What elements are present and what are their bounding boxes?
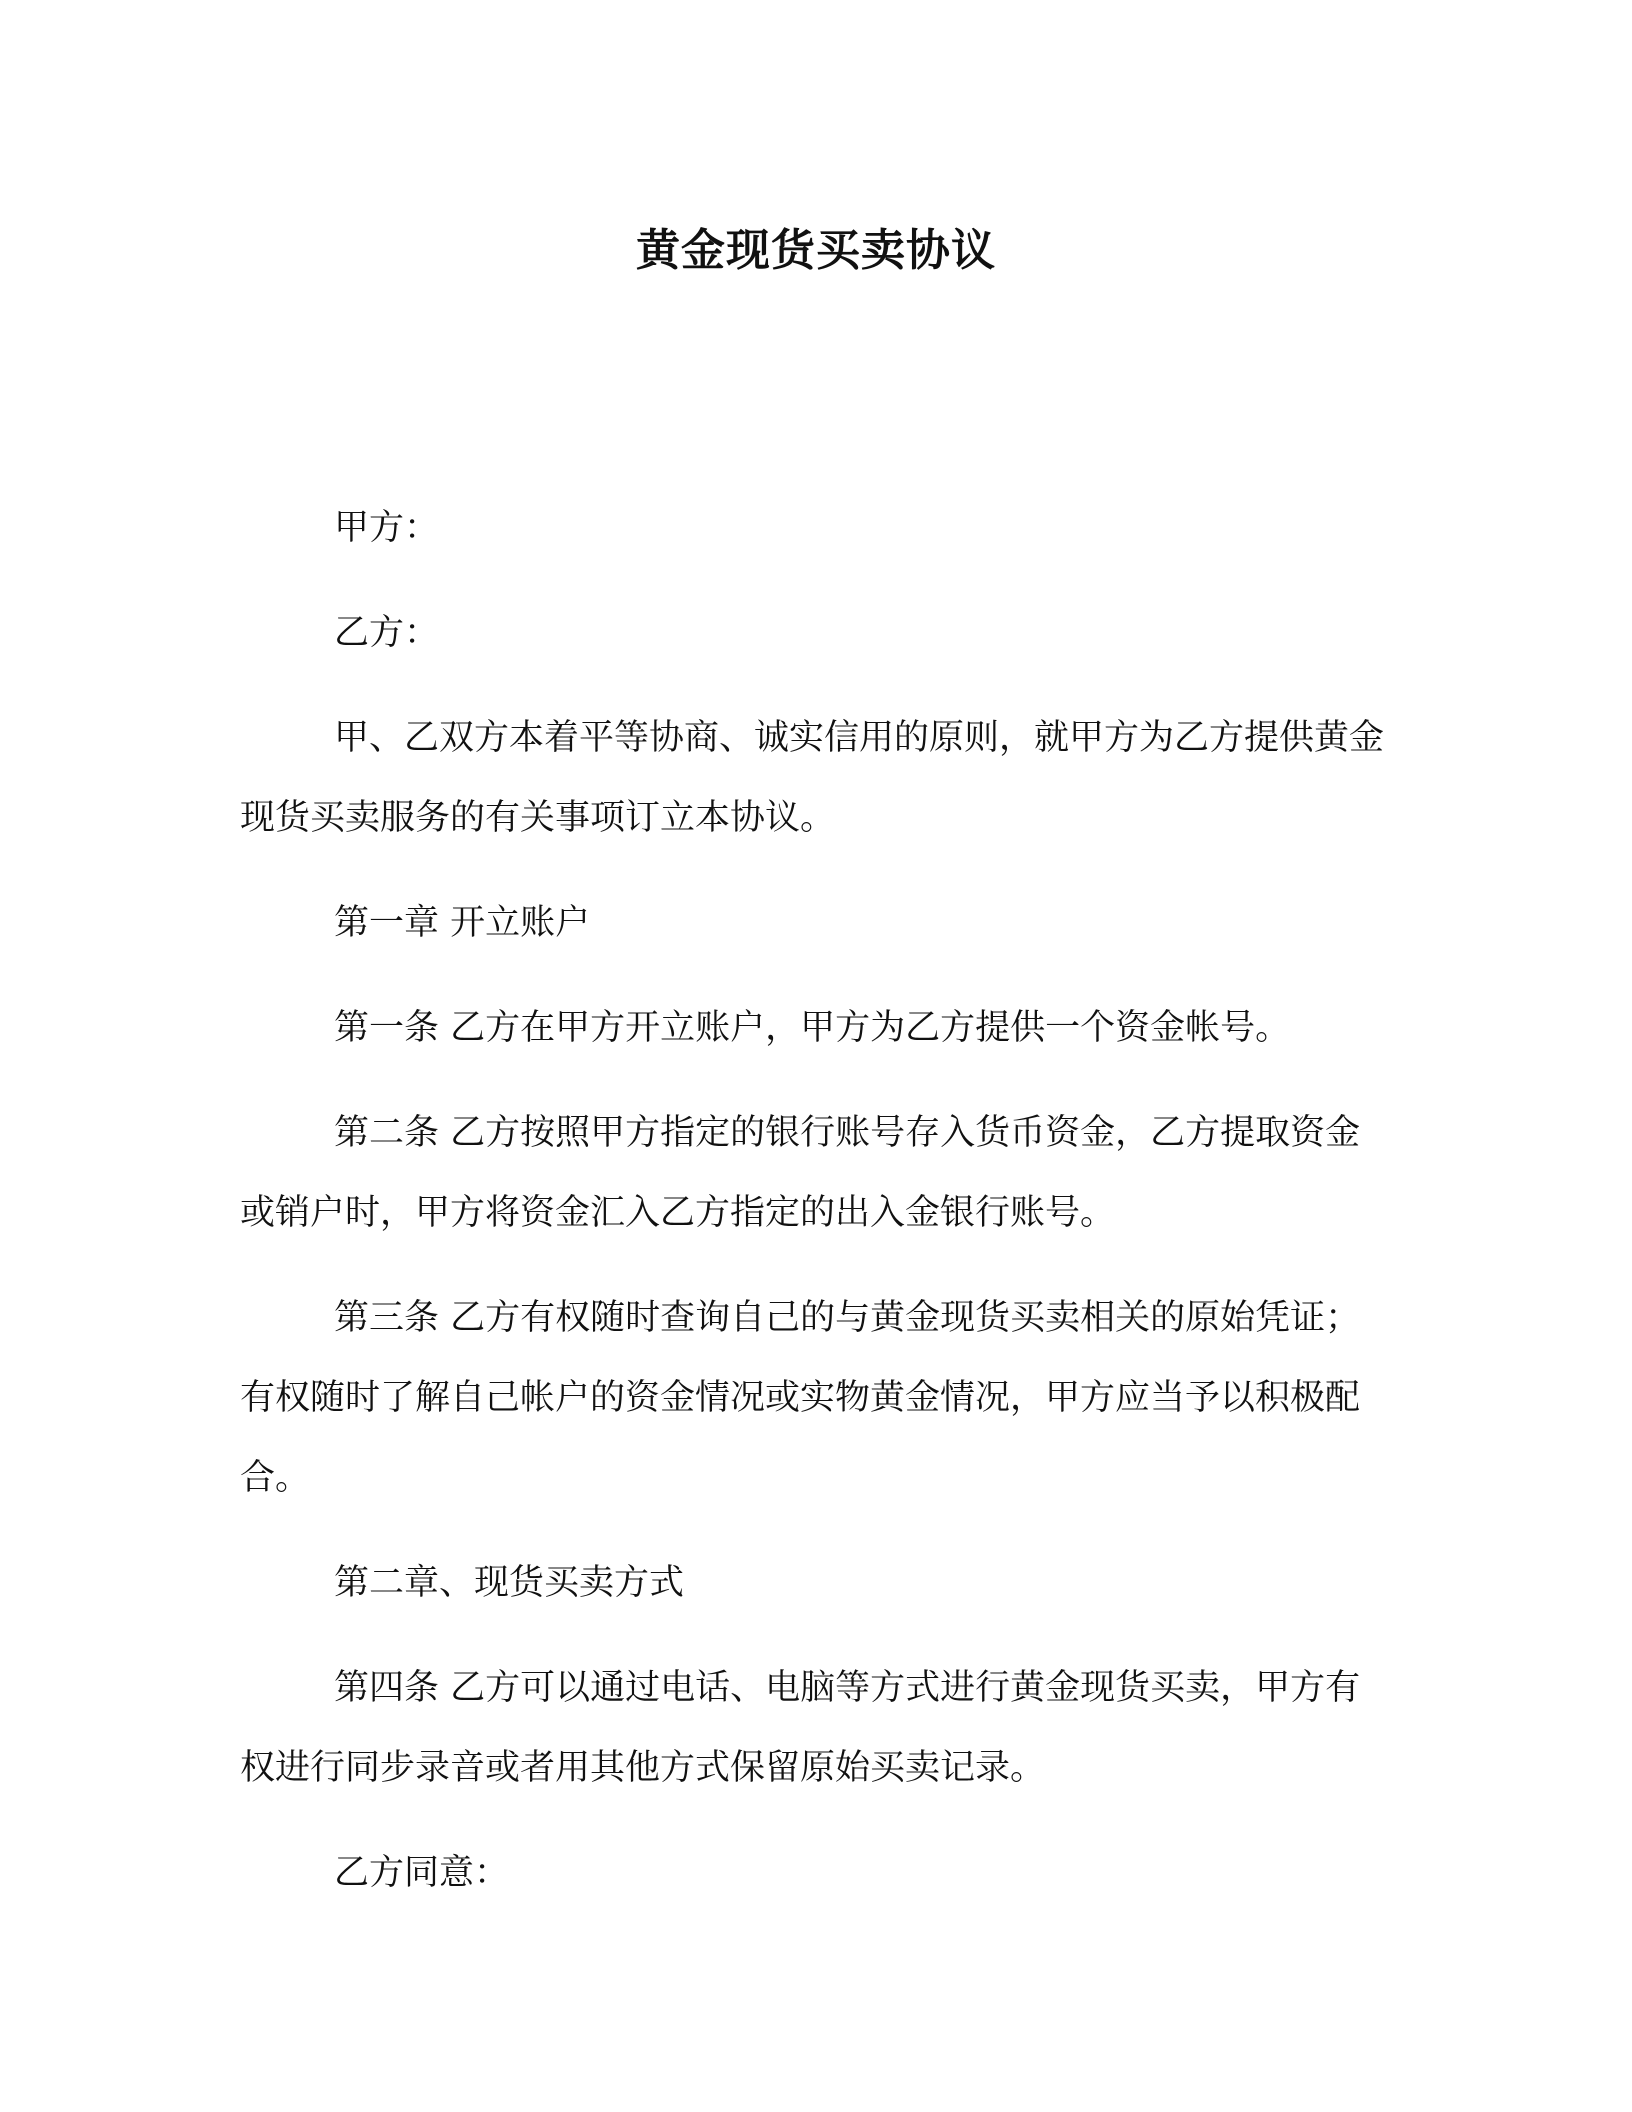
- preamble-paragraph: 甲、乙双方本着平等协商、诚实信用的原则，就甲方为乙方提供黄金现货买卖服务的有关事项订立本协议。: [240, 718, 1385, 838]
- article-3-paragraph: 第三条 乙方有权随时查询自己的与黄金现货买卖相关的原始凭证；有权随时了解自己帐户的资金情况或实物黄金情况，甲方应当予以积极配合。: [240, 1298, 1361, 1498]
- chapter-1-heading: 第一章 开立账户: [334, 903, 591, 943]
- document-title: 黄金现货买卖协议: [636, 225, 996, 276]
- document-body: [240, 488, 1392, 1938]
- article-1-paragraph: 第一条 乙方在甲方开立账户，甲方为乙方提供一个资金帐号。: [334, 1008, 1291, 1048]
- party-a-line: 甲方：: [334, 508, 440, 548]
- article-2-paragraph: 第二条 乙方按照甲方指定的银行账号存入货币资金，乙方提取资金或销户时，甲方将资金汇入乙方指定的出入金银行账号。: [240, 1113, 1361, 1233]
- chapter-2-heading: 第二章、现货买卖方式: [334, 1563, 685, 1603]
- party-b-line: 乙方：: [334, 613, 440, 653]
- party-b-agrees-line: 乙方同意：: [334, 1853, 510, 1893]
- article-4-paragraph: 第四条 乙方可以通过电话、电脑等方式进行黄金现货买卖，甲方有权进行同步录音或者用其他方式保留原始买卖记录。: [240, 1668, 1361, 1788]
